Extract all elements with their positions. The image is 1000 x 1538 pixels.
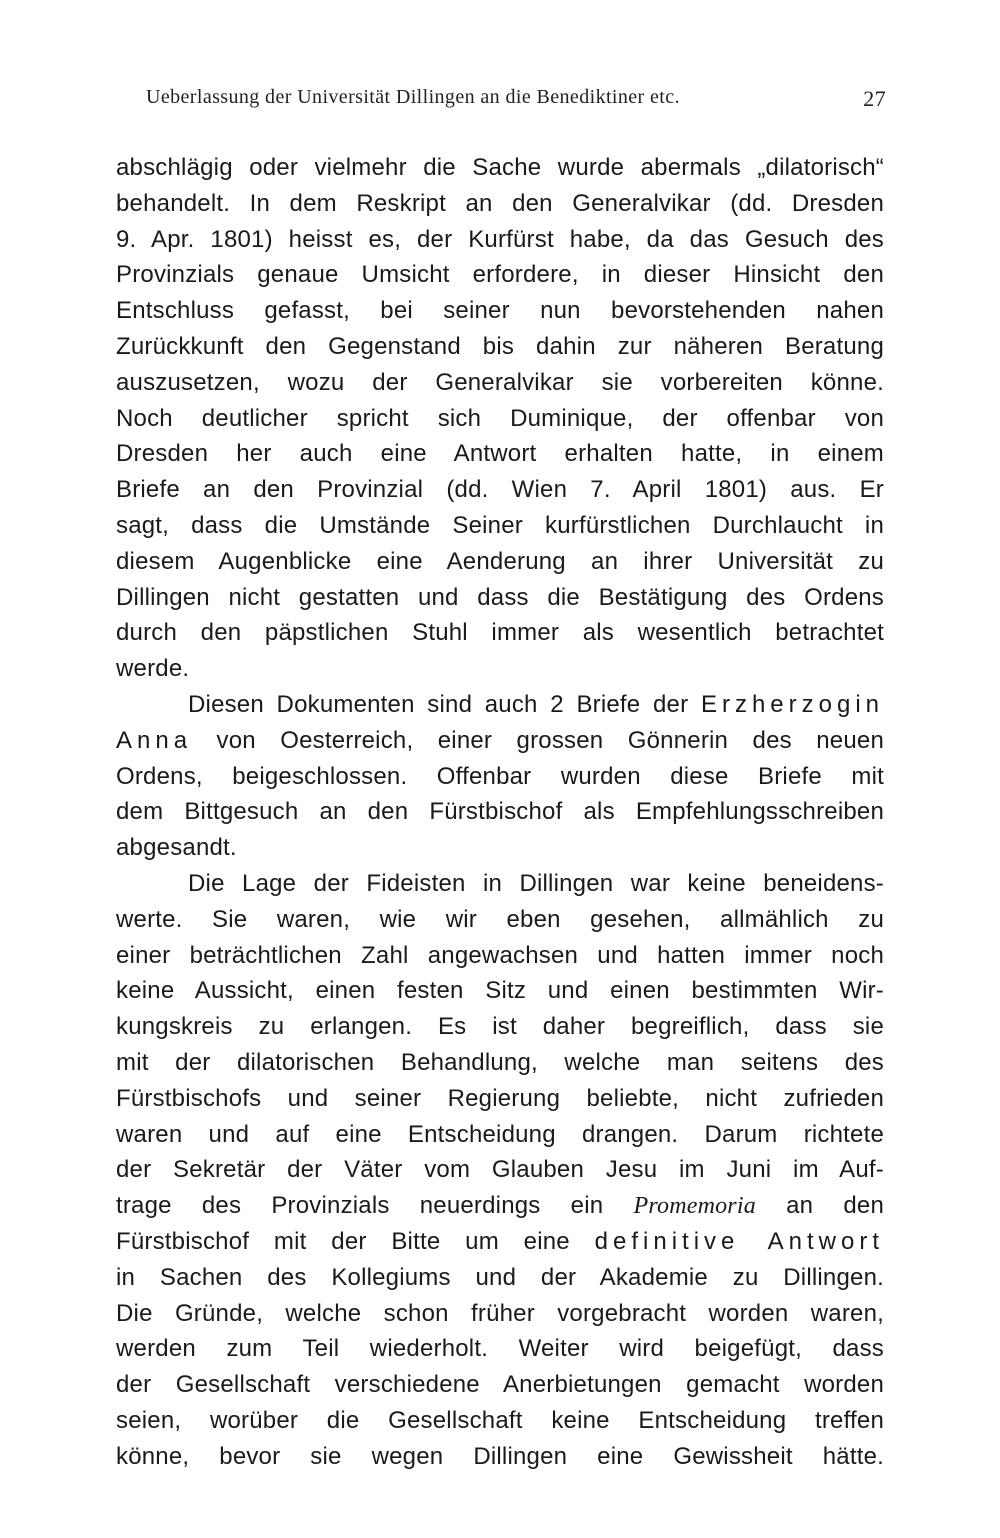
text-line: durch den päpstlichen Stuhl immer als wesentlich betrachtet [116, 619, 884, 647]
text-line: dem Bittgesuch an den Fürstbischof als Empfehlungsschreiben [116, 798, 884, 826]
text-run: an den [755, 1192, 884, 1220]
text-line: diesem Augenblicke eine Aenderung an ihrer Universität zu [116, 547, 884, 575]
spaced-name-anna: Anna [116, 726, 193, 754]
text-line: Provinzials genaue Umsicht erfordere, in dieser Hinsicht den [116, 261, 884, 289]
text-line: der Gesellschaft verschiedene Anerbietungen gemacht worden [116, 1371, 884, 1399]
text-line: Dresden her auch eine Antwort erhalten hatte, in einem [116, 440, 884, 468]
text-line: Die Lage der Fideisten in Dillingen war keine beneidens- [188, 869, 884, 897]
text-line: in Sachen des Kollegiums und der Akademie zu Dillingen. [116, 1263, 884, 1291]
text-line: 9. Apr. 1801) heisst es, der Kurfürst habe, da das Gesuch des [116, 225, 884, 253]
text-line: mit der dilatorischen Behandlung, welche man seitens des [116, 1048, 884, 1076]
text-line: kungskreis zu erlangen. Es ist daher begreiflich, dass sie [116, 1013, 884, 1041]
text-line: Die Gründe, welche schon früher vorgebracht worden waren, [116, 1299, 884, 1327]
text-line: einer beträchtlichen Zahl angewachsen und hatten immer noch [116, 941, 884, 969]
text-line: Ordens, beigeschlossen. Offenbar wurden diese Briefe mit [116, 762, 884, 790]
text-line [116, 723, 884, 759]
text-line: seien, worüber die Gesellschaft keine Entscheidung treffen [116, 1406, 884, 1434]
paragraph-3 [116, 866, 884, 1475]
text-line: werden zum Teil wiederholt. Weiter wird beigefügt, dass [116, 1335, 884, 1363]
spaced-name-erzherzogin: Erzherzogin [700, 690, 884, 718]
text-line: abschlägig oder vielmehr die Sache wurde abermals „dilatorisch“ [116, 154, 884, 181]
text-line: werte. Sie waren, wie wir eben gesehen, allmählich zu [116, 905, 884, 933]
text-line: sagt, dass die Umstände Seiner kurfürstlichen Durchlaucht in [116, 511, 884, 539]
running-head [146, 86, 886, 118]
text-line [116, 1188, 884, 1224]
text-line: waren und auf eine Entscheidung drangen. Darum richtete [116, 1120, 884, 1148]
text-line: Entschluss gefasst, bei seiner nun bevorstehenden nahen [116, 297, 884, 325]
text-line: Zurückkunft den Gegenstand bis dahin zur näheren Beratung [116, 332, 884, 360]
text-line [116, 1224, 884, 1260]
text-line: abgesandt. [116, 834, 237, 862]
text-line: Briefe an den Provinzial (dd. Wien 7. April 1801) aus. Er [116, 476, 884, 504]
text-run: Fürstbischof mit der Bitte um eine [116, 1227, 595, 1255]
text-line [116, 687, 884, 723]
paragraph-2 [116, 687, 884, 866]
body-text [116, 150, 884, 1474]
text-run: von Oesterreich, einer grossen Gönnerin des neuen [192, 726, 884, 754]
spaced-term-definitive-antwort: definitive Antwort [594, 1227, 885, 1255]
paragraph-1 [116, 150, 884, 687]
text-run: Diesen Dokumenten sind auch 2 Briefe der [188, 690, 701, 718]
text-line: werde. [116, 655, 190, 683]
text-line: Fürstbischofs und seiner Regierung beliebte, nicht zufrieden [116, 1084, 884, 1112]
text-run: trage des Provinzials neuerdings ein [116, 1192, 634, 1220]
text-line: keine Aussicht, einen festen Sitz und einen bestimmten Wir- [116, 977, 884, 1005]
page-number: 27 [863, 86, 886, 111]
text-line: Dillingen nicht gestatten und dass die Bestätigung des Ordens [116, 583, 884, 611]
text-line: Noch deutlicher spricht sich Duminique, der offenbar von [116, 404, 884, 432]
text-line: der Sekretär der Väter vom Glauben Jesu im Juni im Auf- [116, 1156, 884, 1184]
text-line: behandelt. In dem Reskript an den Generalvikar (dd. Dresden [116, 189, 884, 217]
text-line: auszusetzen, wozu der Generalvikar sie vorbereiten könne. [116, 368, 884, 396]
running-title: Ueberlassung der Universität Dillingen an die Benediktiner etc. [146, 86, 680, 108]
italic-term-promemoria: Promemoria [633, 1193, 756, 1220]
text-line: könne, bevor sie wegen Dillingen eine Gewissheit hätte. [116, 1442, 884, 1470]
